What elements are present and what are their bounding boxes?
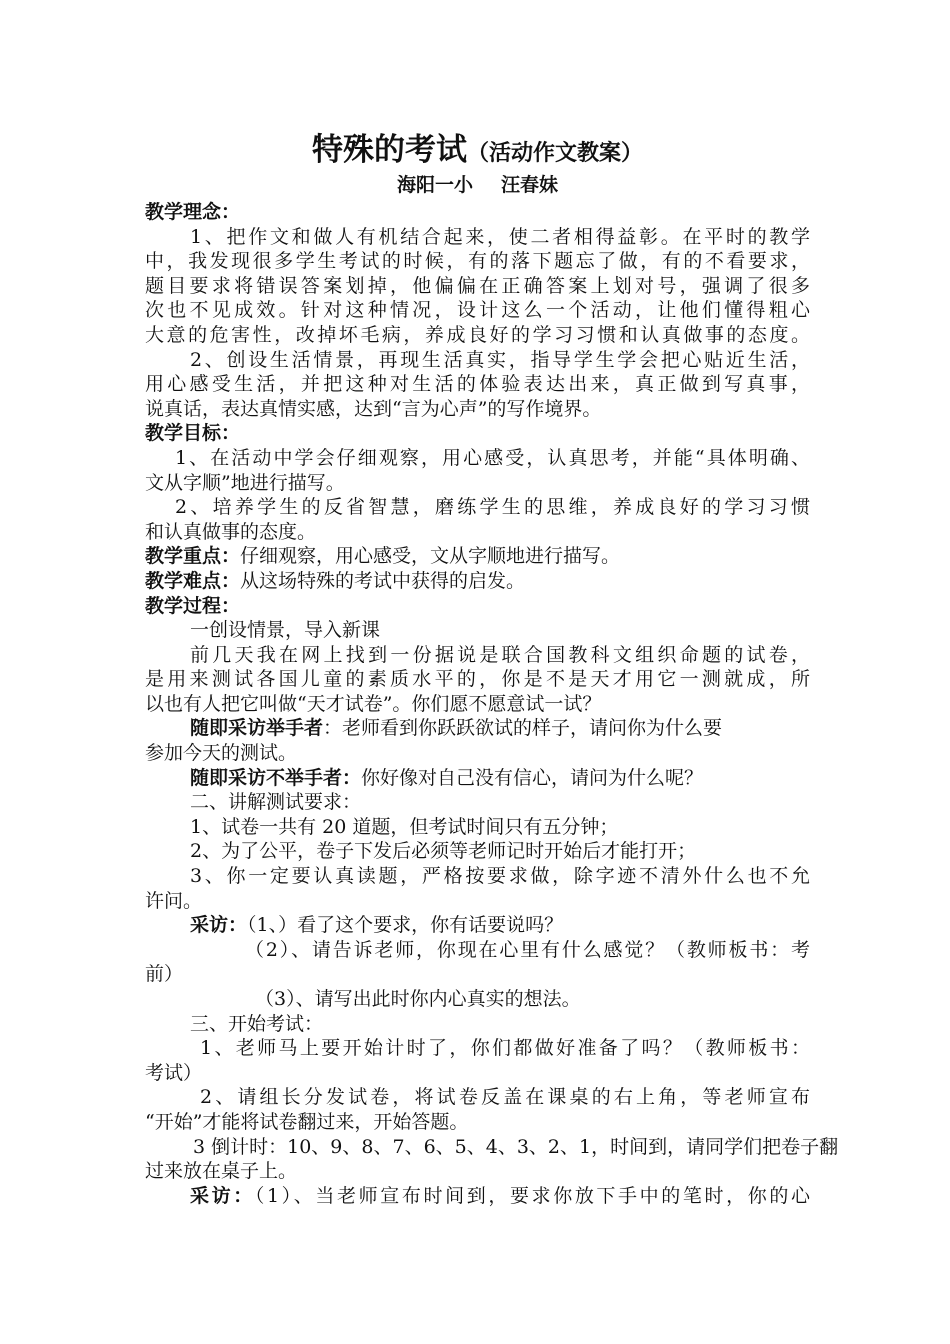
concept-p2-line: 2、创设生活情景，再现生活真实，指导学生学会把心贴近生活， xyxy=(190,348,810,371)
intro-line: 以也有人把它叫做“天才试卷”。你们愿不愿意试一试？ xyxy=(145,692,602,715)
title-subtitle: （活动作文教案） xyxy=(466,140,643,166)
concept-p2-line: 用心感受生活，并把这种对生活的体验表达出来，真正做到写真事， xyxy=(145,373,810,396)
process-step-2: 二、讲解测试要求： xyxy=(190,791,362,814)
process-heading: 教学过程： xyxy=(145,594,241,617)
interview-noraise-label: 随即采访不举手者： xyxy=(190,766,362,789)
exam-1-line: 考试） xyxy=(145,1061,203,1084)
concept-p2-line: 说真话，表达真情实感，达到“言为心声”的写作境界。 xyxy=(145,397,602,420)
requirement-1: 1、试卷一共有 20 道题，但考试时间只有五分钟； xyxy=(190,815,619,838)
process-step-1: 一创设情景，导入新课 xyxy=(190,619,381,642)
goal-2-line: 2、培养学生的反省智慧，磨练学生的思维，养成良好的学习习惯 xyxy=(175,496,810,519)
difficulty-text: 从这场特殊的考试中获得的启发。 xyxy=(240,569,526,592)
author-name: 汪春妹 xyxy=(501,174,559,196)
title-main: 特殊的考试 xyxy=(311,132,467,168)
concept-p1-line: 大意的危害性，改掉坏毛病，养成良好的学习习惯和认真做事的态度。 xyxy=(145,323,810,346)
interview2-q2-line: （2）、请告诉老师，你现在心里有什么感觉？（教师板书：考 xyxy=(245,938,810,961)
exam-3-line: 3 倒计时：10、9、8、7、6、5、4、3、2、1，时间到，请同学们把卷子翻 xyxy=(193,1135,839,1158)
difficulty-line xyxy=(145,569,810,594)
focus-text: 仔细观察，用心感受，文从字顺地进行描写。 xyxy=(240,545,621,568)
interview-raise-text: ：老师看到你跃跃欲试的样子，请问你为什么要 xyxy=(323,717,723,740)
focus-line xyxy=(145,544,810,569)
requirement-3-line: 许问。 xyxy=(145,889,203,912)
intro-line: 是用来测试各国儿童的素质水平的，你是不是天才用它一测就成，所 xyxy=(145,668,810,691)
difficulty-label: 教学难点： xyxy=(145,569,241,592)
interview2-line xyxy=(145,913,810,938)
interview2-label: 采访： xyxy=(190,914,248,937)
document-title xyxy=(145,128,810,172)
requirement-3-line: 3、你一定要认真读题，严格按要求做，除字迹不清外什么也不允 xyxy=(190,865,810,888)
interview3-line xyxy=(145,1184,810,1209)
document-page xyxy=(145,128,839,1208)
interview-noraise-line xyxy=(145,766,810,791)
concept-p1-line: 中，我发现很多学生考试的时候，有的落下题忘了做，有的不看要求， xyxy=(145,250,810,273)
interview3-label: 采访： xyxy=(190,1184,255,1207)
author-school: 海阳一小 xyxy=(396,174,473,196)
interview2-q3: （3）、请写出此时你内心真实的想法。 xyxy=(255,988,581,1010)
interview-raise-label: 随即采访举手者 xyxy=(190,717,324,740)
requirement-2: 2、为了公平，卷子下发后必须等老师记时开始后才能打开； xyxy=(190,840,697,863)
goal-1-line: 文从字顺”地进行描写。 xyxy=(145,471,345,494)
concept-p1-line: 次也不见成效。针对这种情况，设计这么一个活动，让他们懂得粗心 xyxy=(145,299,810,322)
exam-3-line: 过来放在桌子上。 xyxy=(145,1160,298,1183)
goals-heading: 教学目标： xyxy=(145,422,241,445)
goal-1-line: 1、在活动中学会仔细观察，用心感受，认真思考，并能“具体明确、 xyxy=(175,446,810,469)
exam-1-line: 1、老师马上要开始计时了，你们都做好准备了吗？（教师板书： xyxy=(200,1037,810,1060)
interview2-q2-line: 前） xyxy=(145,963,184,986)
intro-line: 前几天我在网上找到一份据说是联合国教科文组织命题的试卷， xyxy=(190,643,810,666)
concept-heading: 教学理念： xyxy=(145,201,241,223)
concept-p1-line: 题目要求将错误答案划掉，他偏偏在正确答案上划对号，强调了很多 xyxy=(145,274,810,297)
concept-p1-line: 1、把作文和做人有机结合起来，使二者相得益彰。在平时的教学 xyxy=(190,225,810,248)
focus-label: 教学重点： xyxy=(145,545,241,568)
exam-2-line: 2、请组长分发试卷，将试卷反盖在课桌的右上角，等老师宣布 xyxy=(200,1086,810,1109)
goal-2-line: 和认真做事的态度。 xyxy=(145,520,317,543)
exam-2-line: “开始”才能将试卷翻过来，开始答题。 xyxy=(145,1110,469,1133)
process-step-3: 三、开始考试： xyxy=(190,1012,324,1035)
interview-raise-line: 参加今天的测试。 xyxy=(145,742,298,765)
interview-noraise-text: 你好像对自己没有信心，请问为什么呢？ xyxy=(361,766,704,789)
interview3-text: （1）、当老师宣布时间到，要求你放下手中的笔时，你的心 xyxy=(254,1184,810,1207)
interview2-q1: （1、）看了这个要求，你有话要说吗？ xyxy=(247,914,564,937)
interview-raise-line xyxy=(145,716,810,741)
author-line xyxy=(145,172,810,200)
